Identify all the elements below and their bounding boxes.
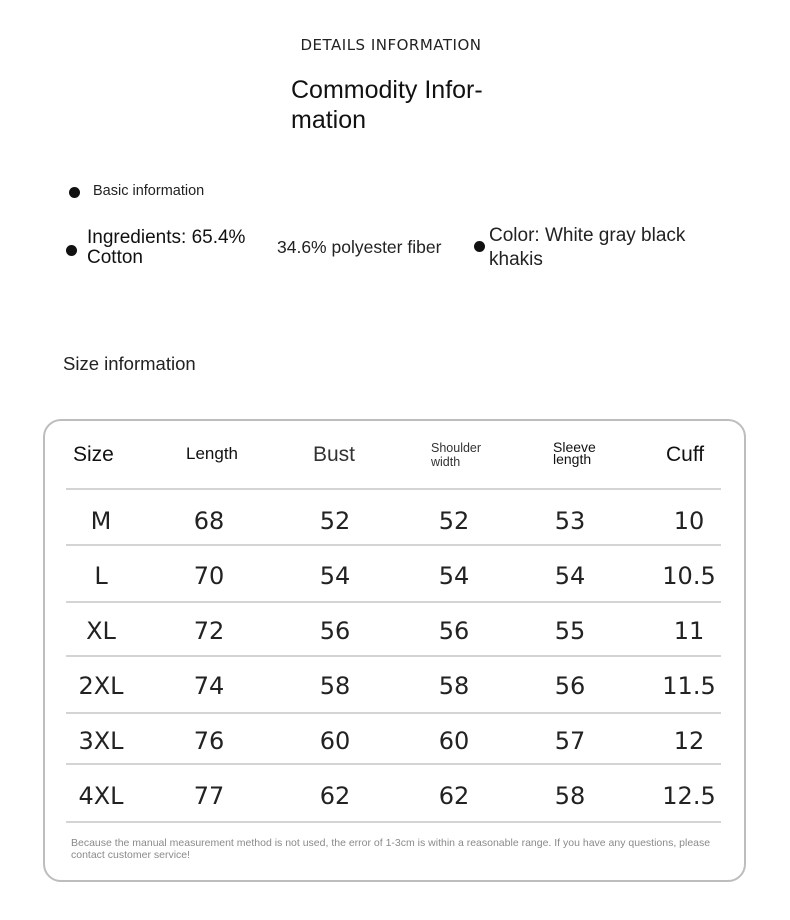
table-cell-cuff: 11 [673, 617, 705, 645]
table-cell-length: 70 [193, 562, 225, 590]
table-cell-length: 77 [193, 782, 225, 810]
table-cell-size: M [90, 507, 112, 535]
table-divider [66, 544, 721, 546]
commodity-information-title: Commodity Infor- mation [291, 76, 483, 134]
size-information-label: Size information [63, 353, 196, 374]
table-cell-cuff: 12 [673, 727, 705, 755]
table-cell-length: 74 [193, 672, 225, 700]
details-information-heading: DETAILS INFORMATION [300, 36, 482, 54]
table-divider [66, 601, 721, 603]
table-cell-cuff: 10 [673, 507, 705, 535]
bullet-icon [66, 245, 77, 256]
table-cell-bust: 62 [319, 782, 351, 810]
table-cell-shoulder-width: 60 [438, 727, 470, 755]
table-cell-size: XL [86, 617, 116, 645]
table-cell-shoulder-width: 52 [438, 507, 470, 535]
table-cell-shoulder-width: 62 [438, 782, 470, 810]
column-header-shoulder-width: Shoulder width [431, 441, 482, 469]
table-cell-size: 3XL [78, 727, 124, 755]
table-cell-sleeve-length: 57 [554, 727, 586, 755]
table-cell-bust: 56 [319, 617, 351, 645]
table-divider [66, 821, 721, 823]
table-cell-length: 72 [193, 617, 225, 645]
ingredients-text: Ingredients: 65.4% Cotton [87, 227, 246, 268]
table-cell-sleeve-length: 58 [554, 782, 586, 810]
color-text: Color: White gray black khakis [489, 225, 686, 270]
table-cell-shoulder-width: 56 [438, 617, 470, 645]
column-header-sleeve-length: Sleeve length [553, 439, 596, 467]
table-cell-bust: 58 [319, 672, 351, 700]
table-cell-cuff: 10.5 [662, 562, 716, 590]
table-cell-length: 68 [193, 507, 225, 535]
table-cell-cuff: 11.5 [662, 672, 716, 700]
column-header-bust: Bust [313, 443, 356, 466]
column-header-cuff: Cuff [666, 443, 705, 466]
table-cell-bust: 54 [319, 562, 351, 590]
table-cell-size: 4XL [78, 782, 124, 810]
table-cell-bust: 60 [319, 727, 351, 755]
basic-information-label: Basic information [93, 183, 205, 199]
measurement-note: Because the manual measurement method is not used, the error of 1-3cm is within a reasonable range. If you have any questions, please contact customer service! [71, 837, 711, 861]
table-cell-size: L [94, 562, 108, 590]
table-divider [66, 488, 721, 490]
table-cell-sleeve-length: 53 [554, 507, 586, 535]
table-divider [66, 712, 721, 714]
table-divider [66, 763, 721, 765]
table-cell-length: 76 [193, 727, 225, 755]
table-cell-bust: 52 [319, 507, 351, 535]
table-cell-sleeve-length: 55 [554, 617, 586, 645]
table-divider [66, 655, 721, 657]
column-header-size: Size [73, 443, 114, 466]
table-cell-sleeve-length: 54 [554, 562, 586, 590]
table-cell-size: 2XL [78, 672, 124, 700]
column-header-length: Length [186, 444, 238, 463]
bullet-icon [69, 187, 80, 198]
table-cell-cuff: 12.5 [662, 782, 716, 810]
table-cell-sleeve-length: 56 [554, 672, 586, 700]
bullet-icon [474, 241, 485, 252]
polyester-text: 34.6% polyester fiber [277, 237, 442, 257]
table-cell-shoulder-width: 58 [438, 672, 470, 700]
table-cell-shoulder-width: 54 [438, 562, 470, 590]
